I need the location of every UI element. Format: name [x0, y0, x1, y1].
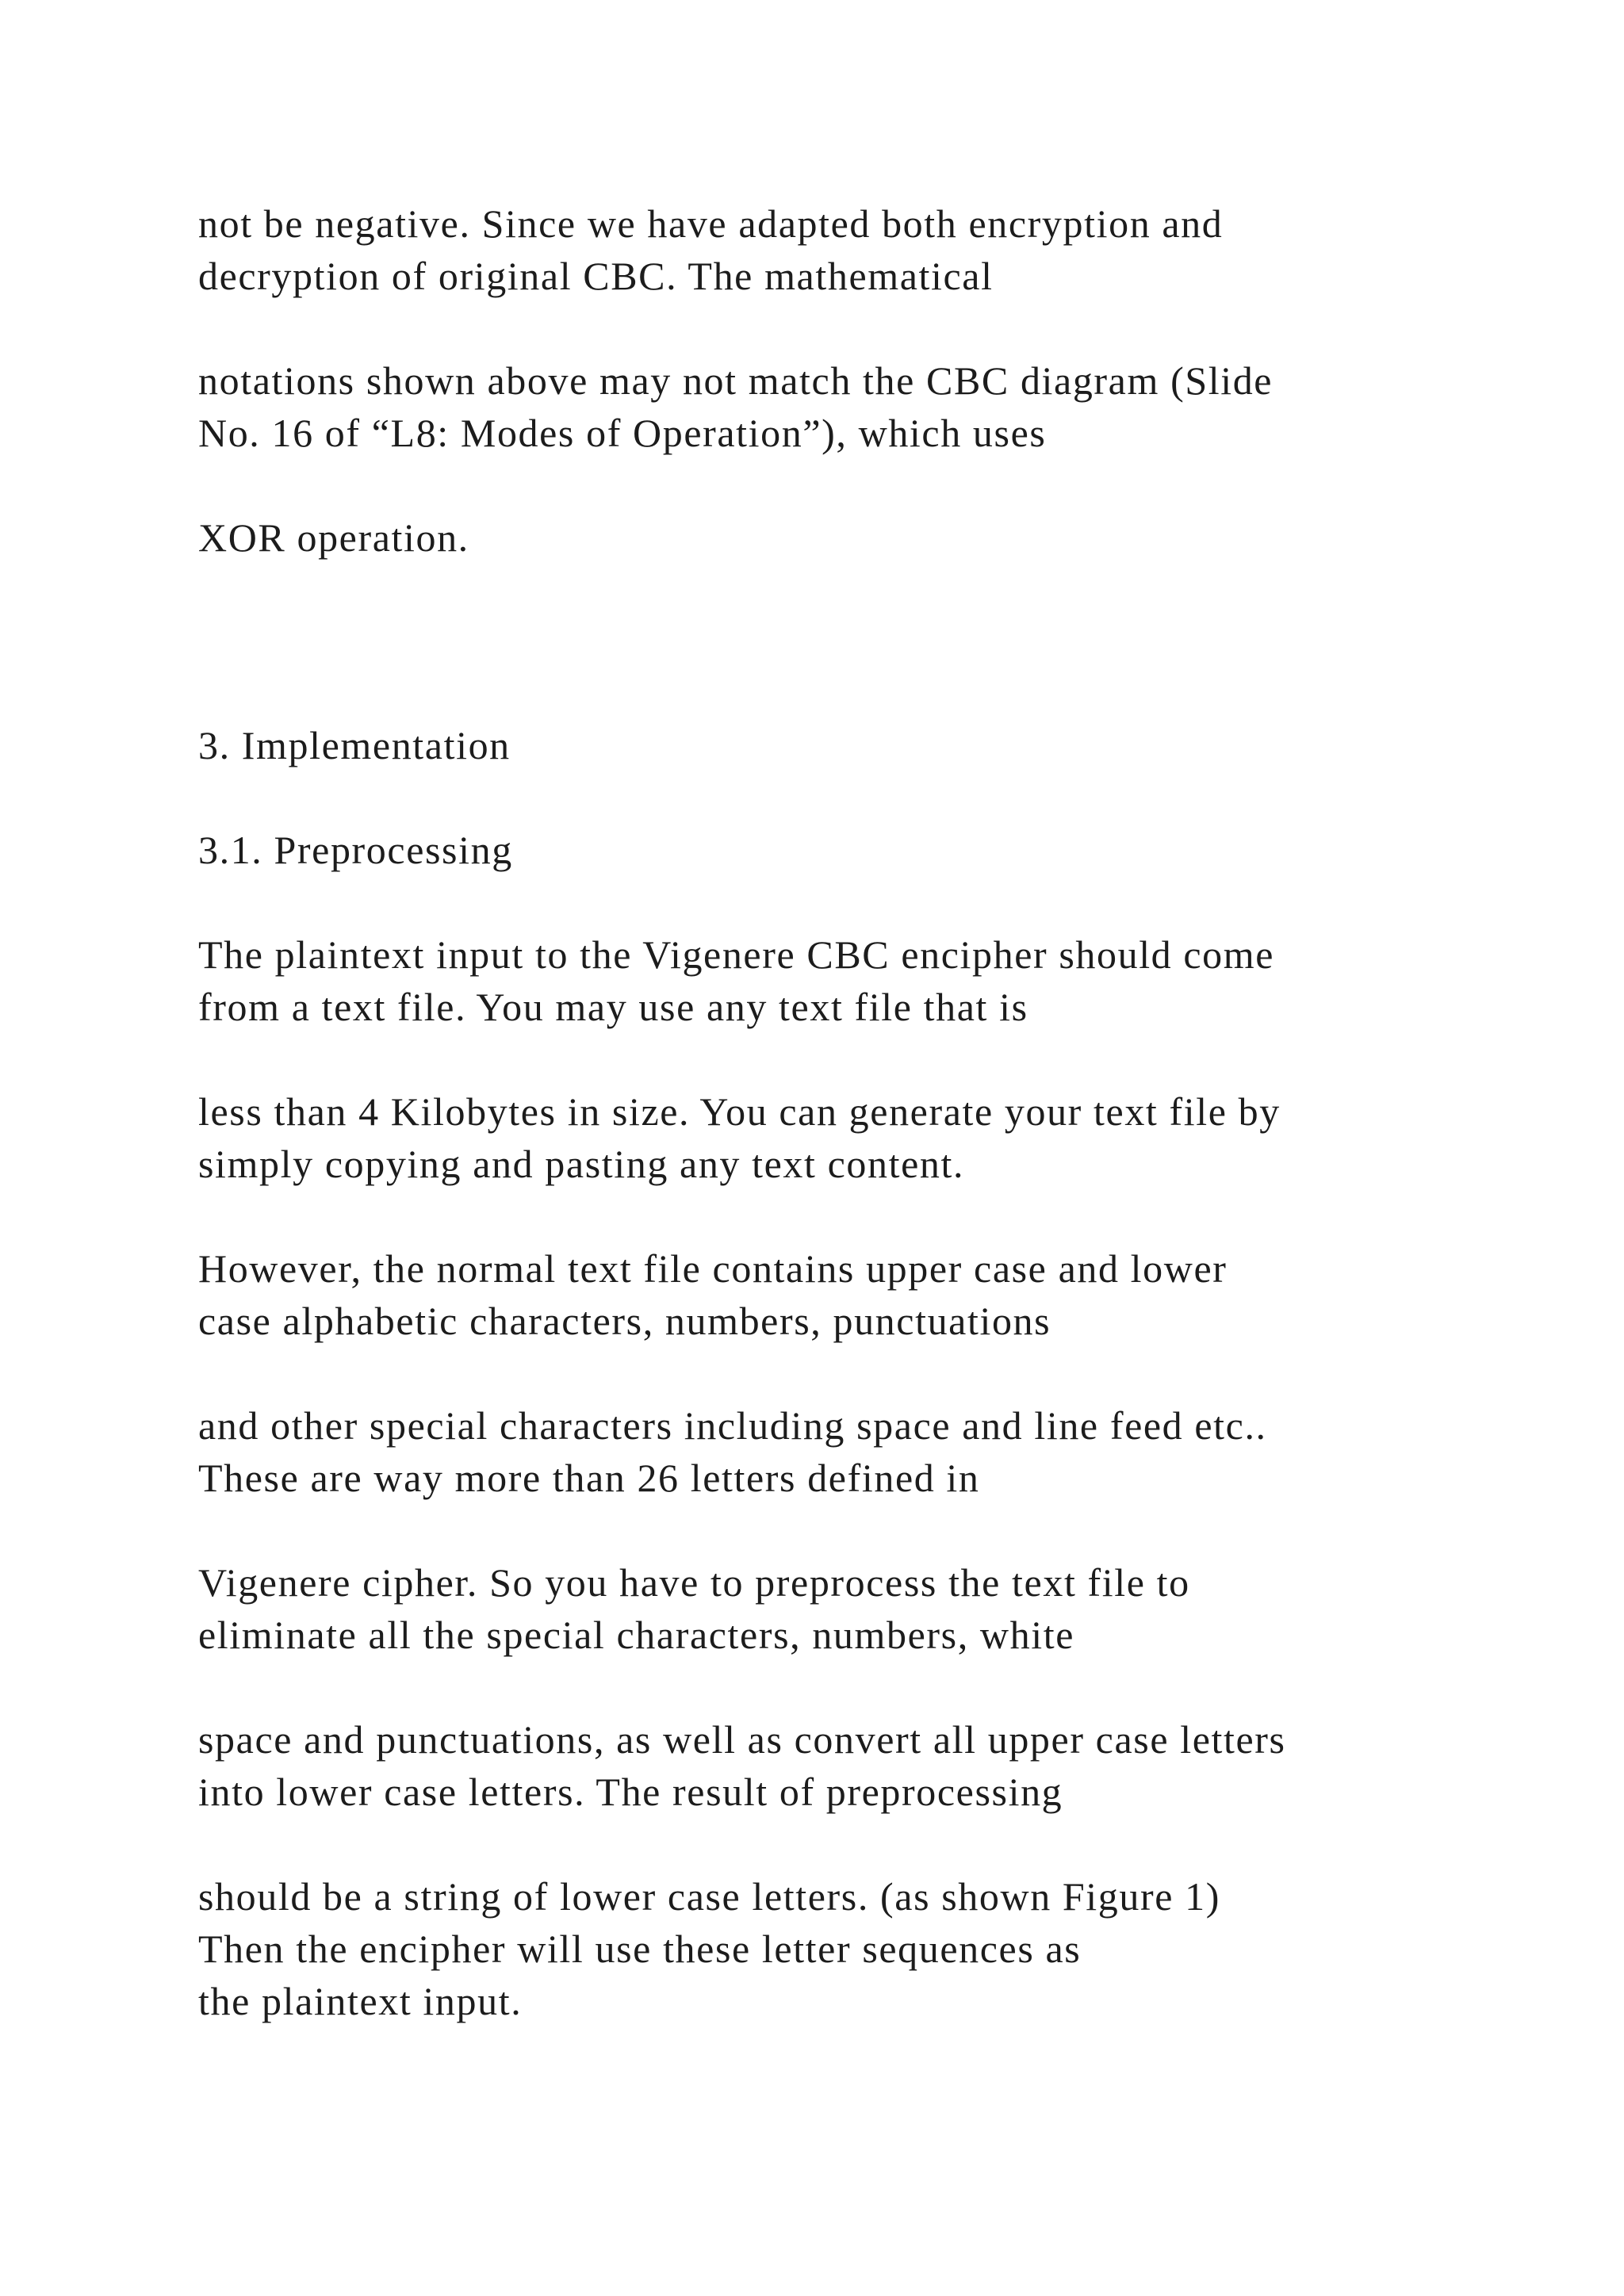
- text-line: decryption of original CBC. The mathematical: [198, 254, 994, 298]
- text-line: The plaintext input to the Vigenere CBC encipher should come: [198, 932, 1275, 977]
- subsection-heading: 3.1. Preprocessing: [198, 828, 513, 872]
- text-line: However, the normal text file contains upper case and lower: [198, 1246, 1228, 1291]
- text-line: notations shown above may not match the CBC diagram (Slide: [198, 358, 1274, 403]
- text-line: eliminate all the special characters, numbers, white: [198, 1613, 1075, 1657]
- text-line: less than 4 Kilobytes in size. You can generate your text file by: [198, 1089, 1281, 1134]
- text-line: from a text file. You may use any text file that is: [198, 985, 1028, 1029]
- text-line: should be a string of lower case letters. (as shown Figure 1): [198, 1874, 1220, 1919]
- text-line: case alphabetic characters, numbers, punctuations: [198, 1299, 1051, 1343]
- text-line: These are way more than 26 letters defined in: [198, 1456, 980, 1500]
- text-line: not be negative. Since we have adapted both encryption and: [198, 201, 1224, 246]
- text-line: the plaintext input.: [198, 1979, 523, 2023]
- text-line: into lower case letters. The result of preprocessing: [198, 1770, 1063, 1814]
- text-line: simply copying and pasting any text content.: [198, 1142, 965, 1186]
- text-line: Vigenere cipher. So you have to preprocess the text file to: [198, 1560, 1190, 1605]
- text-line: XOR operation.: [198, 515, 469, 560]
- text-line: No. 16 of “L8: Modes of Operation”), which uses: [198, 411, 1047, 455]
- text-line: space and punctuations, as well as convert all upper case letters: [198, 1717, 1286, 1762]
- text-line: Then the encipher will use these letter sequences as: [198, 1927, 1082, 1971]
- text-line: and other special characters including space and line feed etc..: [198, 1403, 1267, 1448]
- section-heading: 3. Implementation: [198, 723, 511, 767]
